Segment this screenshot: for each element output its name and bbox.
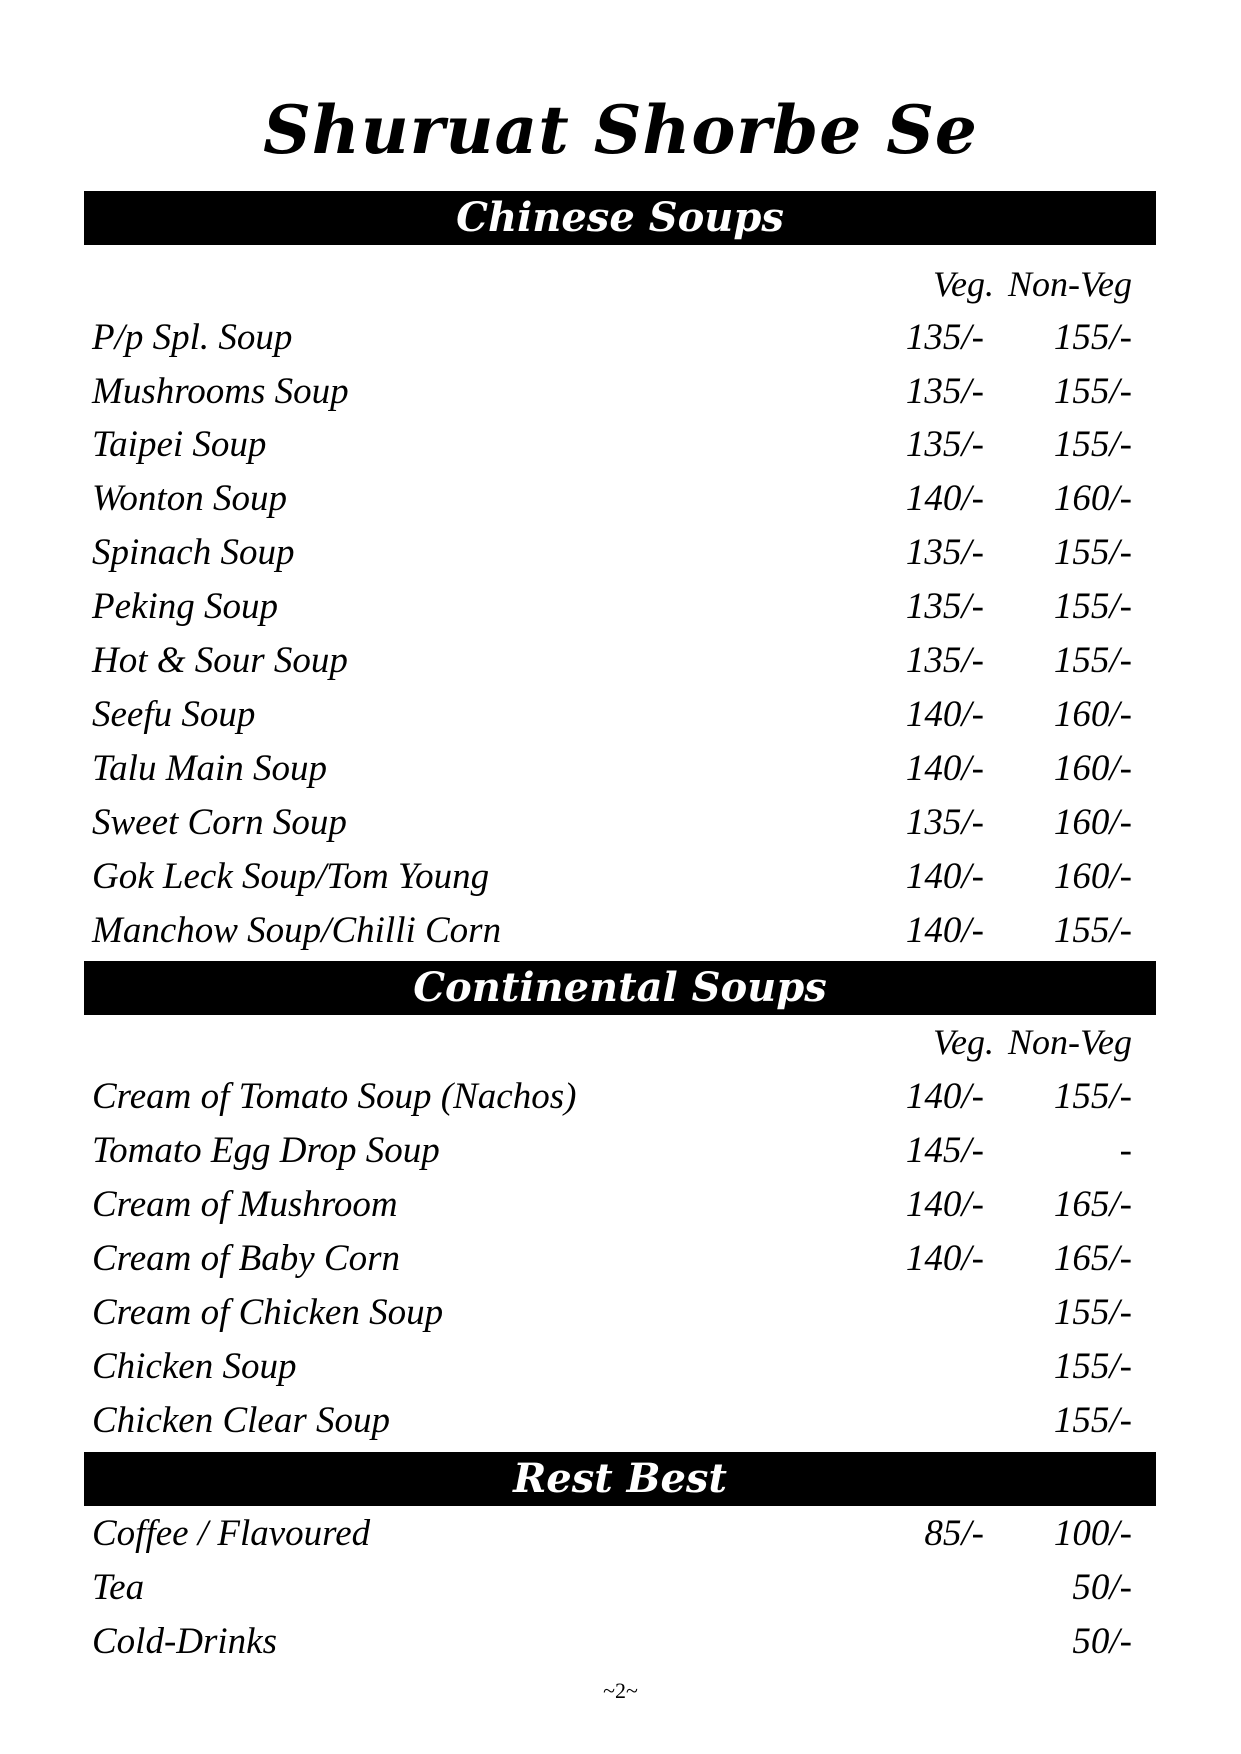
menu-item [92,796,1132,850]
item-veg-price: 140/- [905,748,984,789]
menu-item [92,418,1132,472]
item-veg-price: 85/- [924,1513,984,1554]
item-name: Mushrooms Soup [92,371,349,412]
item-veg-price: 140/- [905,856,984,897]
menu-item [92,1507,1132,1561]
item-name: Cream of Chicken Soup [92,1292,444,1333]
item-nonveg-price: - [1119,1130,1132,1171]
item-name: Chicken Soup [92,1346,297,1387]
item-veg-price: 135/- [905,424,984,465]
menu-item [92,1561,1132,1615]
item-nonveg-price: 160/- [1053,748,1132,789]
item-nonveg-price: 155/- [1053,910,1132,951]
item-veg-price: 140/- [905,1184,984,1225]
item-nonveg-price: 155/- [1053,640,1132,681]
item-veg-price: 140/- [905,694,984,735]
menu-item [92,1394,1132,1448]
menu-item [92,1615,1132,1669]
menu-item [92,742,1132,796]
item-nonveg-price: 160/- [1053,478,1132,519]
menu-item [92,1286,1132,1340]
menu-item [92,311,1132,365]
section-heading-continental-soups: Continental Soups [84,961,1156,1015]
column-header-veg: Veg. [933,264,994,304]
item-nonveg-price: 155/- [1053,1346,1132,1387]
menu-item [92,472,1132,526]
item-nonveg-price: 155/- [1053,532,1132,573]
item-name: Sweet Corn Soup [92,802,347,843]
item-name: Tea [92,1567,145,1608]
menu-item [92,580,1132,634]
item-nonveg-price: 50/- [1072,1567,1132,1608]
item-name: Tomato Egg Drop Soup [92,1130,440,1171]
item-nonveg-price: 100/- [1053,1513,1132,1554]
item-veg-price: 140/- [905,1076,984,1117]
item-veg-price: 135/- [905,802,984,843]
item-nonveg-price: 155/- [1053,1292,1132,1333]
item-name: Cream of Baby Corn [92,1238,400,1279]
column-header-veg: Veg. [933,1022,994,1062]
menu-item [92,365,1132,419]
item-veg-price: 135/- [905,317,984,358]
item-name: Hot & Sour Soup [92,640,348,681]
menu-item [92,850,1132,904]
item-veg-price: 135/- [905,586,984,627]
item-veg-price: 135/- [905,532,984,573]
item-nonveg-price: 155/- [1053,1400,1132,1441]
menu-item [92,1070,1132,1124]
item-name: Taipei Soup [92,424,267,465]
column-header-nonveg: Non-Veg [1008,1022,1132,1062]
page-title: Shuruat Shorbe Se [263,91,978,169]
section-heading-chinese-soups: Chinese Soups [84,191,1156,245]
item-nonveg-price: 155/- [1053,1076,1132,1117]
item-nonveg-price: 155/- [1053,424,1132,465]
item-name: P/p Spl. Soup [92,317,293,358]
item-veg-price: 145/- [905,1130,984,1171]
item-veg-price: 140/- [905,910,984,951]
menu-item [92,1178,1132,1232]
item-name: Cream of Mushroom [92,1184,398,1225]
menu-item [92,1340,1132,1394]
item-nonveg-price: 165/- [1053,1238,1132,1279]
item-nonveg-price: 50/- [1072,1621,1132,1662]
item-veg-price: 135/- [905,640,984,681]
item-veg-price: 140/- [905,478,984,519]
item-nonveg-price: 165/- [1053,1184,1132,1225]
item-veg-price: 140/- [905,1238,984,1279]
item-nonveg-price: 155/- [1053,317,1132,358]
item-name: Gok Leck Soup/Tom Young [92,856,490,897]
item-nonveg-price: 155/- [1053,371,1132,412]
item-veg-price: 135/- [905,371,984,412]
column-header-nonveg: Non-Veg [1008,264,1132,304]
item-name: Cold-Drinks [92,1621,277,1662]
menu-item [92,1232,1132,1286]
item-name: Coffee / Flavoured [92,1513,371,1554]
menu-item [92,688,1132,742]
item-name: Spinach Soup [92,532,295,573]
item-name: Chicken Clear Soup [92,1400,391,1441]
item-nonveg-price: 160/- [1053,802,1132,843]
item-name: Manchow Soup/Chilli Corn [92,910,502,951]
item-name: Cream of Tomato Soup (Nachos) [92,1076,577,1117]
page-number: ~2~ [603,1678,638,1703]
item-name: Seefu Soup [92,694,256,735]
menu-item [92,1124,1132,1178]
item-name: Peking Soup [92,586,278,627]
menu-item [92,904,1132,958]
menu-item [92,634,1132,688]
item-nonveg-price: 155/- [1053,586,1132,627]
item-nonveg-price: 160/- [1053,694,1132,735]
item-nonveg-price: 160/- [1053,856,1132,897]
item-name: Wonton Soup [92,478,287,519]
section-heading-rest-best: Rest Best [84,1452,1156,1506]
item-name: Talu Main Soup [92,748,328,789]
menu-item [92,526,1132,580]
